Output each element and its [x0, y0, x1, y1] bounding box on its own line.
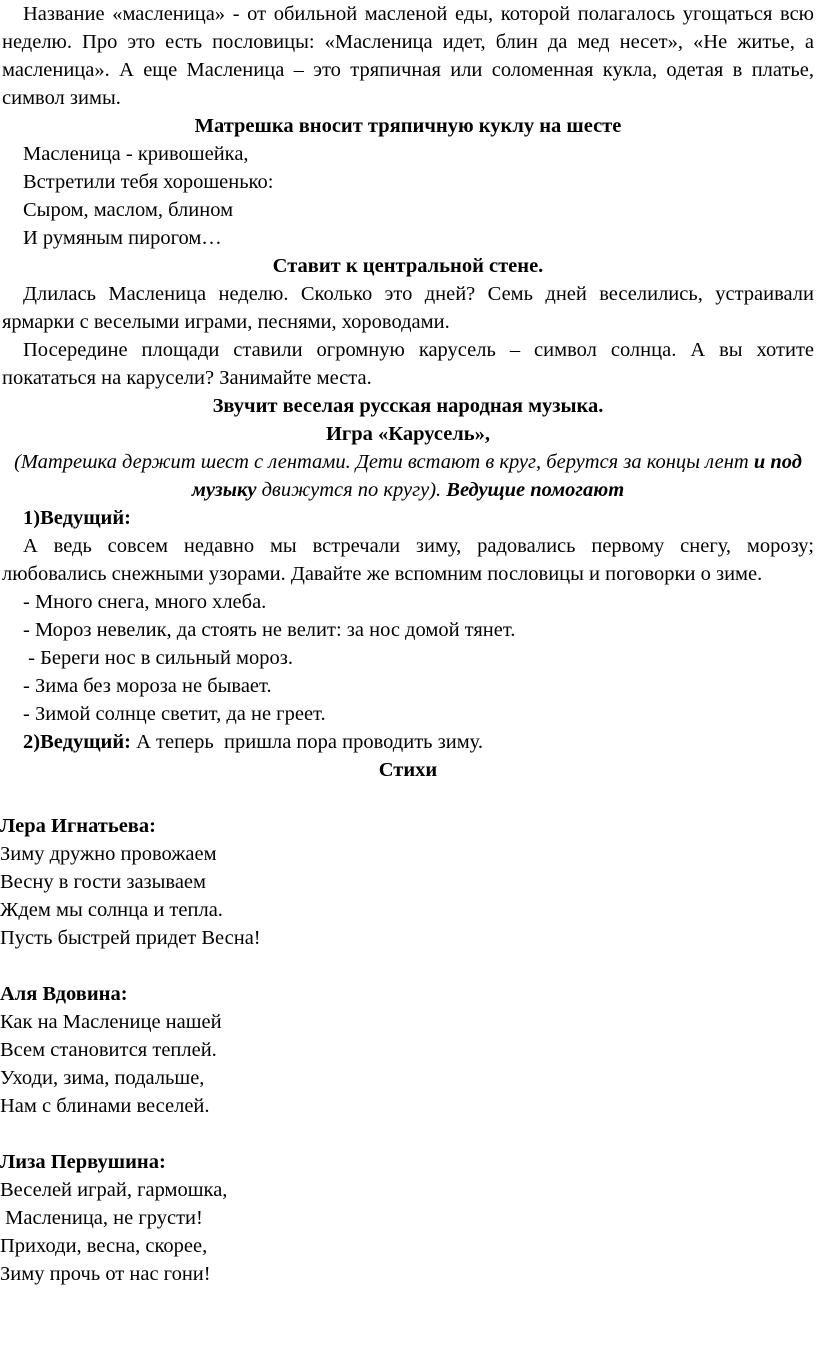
- paragraph-carousel: Посередине площади ставили огромную карусель – символ солнца. А вы хотите покататься на карусели? Занимайте места.: [2, 339, 814, 389]
- proverb-line: - Береги нос в сильный мороз.: [23, 647, 293, 669]
- poem-line: Масленица, не грусти!: [0, 1207, 203, 1229]
- stage-direction-doll: Матрешка вносит тряпичную куклу на шесте: [194, 115, 622, 137]
- poem-line: Как на Масленице нашей: [0, 1011, 222, 1033]
- host2-text: А теперь пришла пора проводить зиму.: [130, 731, 483, 753]
- host2-label: 2)Ведущий:: [23, 731, 131, 753]
- poem-line: Пусть быстрей придет Весна!: [0, 927, 261, 949]
- poem-line: Зиму дружно провожаем: [0, 843, 217, 865]
- verse-line: Масленица - кривошейка,: [23, 143, 249, 165]
- game-desc-emphasis: и под музыку: [191, 451, 802, 501]
- game-desc-emphasis: Ведущие помогают: [446, 479, 625, 501]
- poem-author: Аля Вдовина:: [0, 983, 128, 1005]
- poem-line: Всем становится теплей.: [0, 1039, 217, 1061]
- intro-paragraph: Название «масленица» - от обильной масленой еды, которой полагалось угощаться всю неделю. Про это есть пословицы: «Масленица идет, блин да мед несет», «Не житье, а масленица». А еще Масленица – это тряпичная или соломенная кукла, одетая в платье, символ зимы.: [2, 3, 814, 109]
- host1-label: 1)Ведущий:: [23, 507, 131, 529]
- proverb-line: - Зима без мороза не бывает.: [23, 675, 272, 697]
- music-direction: Звучит веселая русская народная музыка.: [212, 395, 604, 417]
- verse-line: И румяным пирогом…: [23, 227, 222, 249]
- poem-author: Лера Игнатьева:: [0, 815, 156, 837]
- game-desc-part: движутся по кругу).: [256, 479, 447, 501]
- proverb-line: - Мороз невелик, да стоять не велит: за нос домой тянет.: [23, 619, 516, 641]
- host2-line: [0, 728, 816, 756]
- poem-line: Зиму прочь от нас гони!: [0, 1263, 211, 1285]
- poem-line: Весну в гости зазываем: [0, 871, 206, 893]
- proverb-line: - Много снега, много хлеба.: [23, 591, 267, 613]
- paragraph-week: Длилась Масленица неделю. Сколько это дней? Семь дней веселились, устраивали ярмарки с веселыми играми, песнями, хороводами.: [2, 283, 814, 333]
- poem-line: Ждем мы солнца и тепла.: [0, 899, 223, 921]
- stage-direction-wall: Ставит к центральной стене.: [272, 255, 544, 277]
- verse-line: Встретили тебя хорошенько:: [23, 171, 274, 193]
- poem-author: Лиза Первушина:: [0, 1151, 166, 1173]
- host1-text: А ведь совсем недавно мы встречали зиму, радовались первому снегу, морозу; любовались снежными узорами. Давайте же вспомним пословицы и поговорки о зиме.: [2, 535, 814, 585]
- game-description: [0, 448, 816, 504]
- poems-title: Стихи: [378, 759, 438, 781]
- game-desc-part: (Матрешка держит шест с лентами. Дети встают в круг, берутся за концы лент: [14, 451, 754, 473]
- poem-line: Веселей играй, гармошка,: [0, 1179, 228, 1201]
- game-title: Игра «Карусель»,: [325, 423, 491, 445]
- poem-line: Приходи, весна, скорее,: [0, 1235, 208, 1257]
- poem-line: Уходи, зима, подальше,: [0, 1067, 205, 1089]
- proverb-line: - Зимой солнце светит, да не греет.: [23, 703, 326, 725]
- verse-line: Сыром, маслом, блином: [23, 199, 234, 221]
- poem-line: Нам с блинами веселей.: [0, 1095, 210, 1117]
